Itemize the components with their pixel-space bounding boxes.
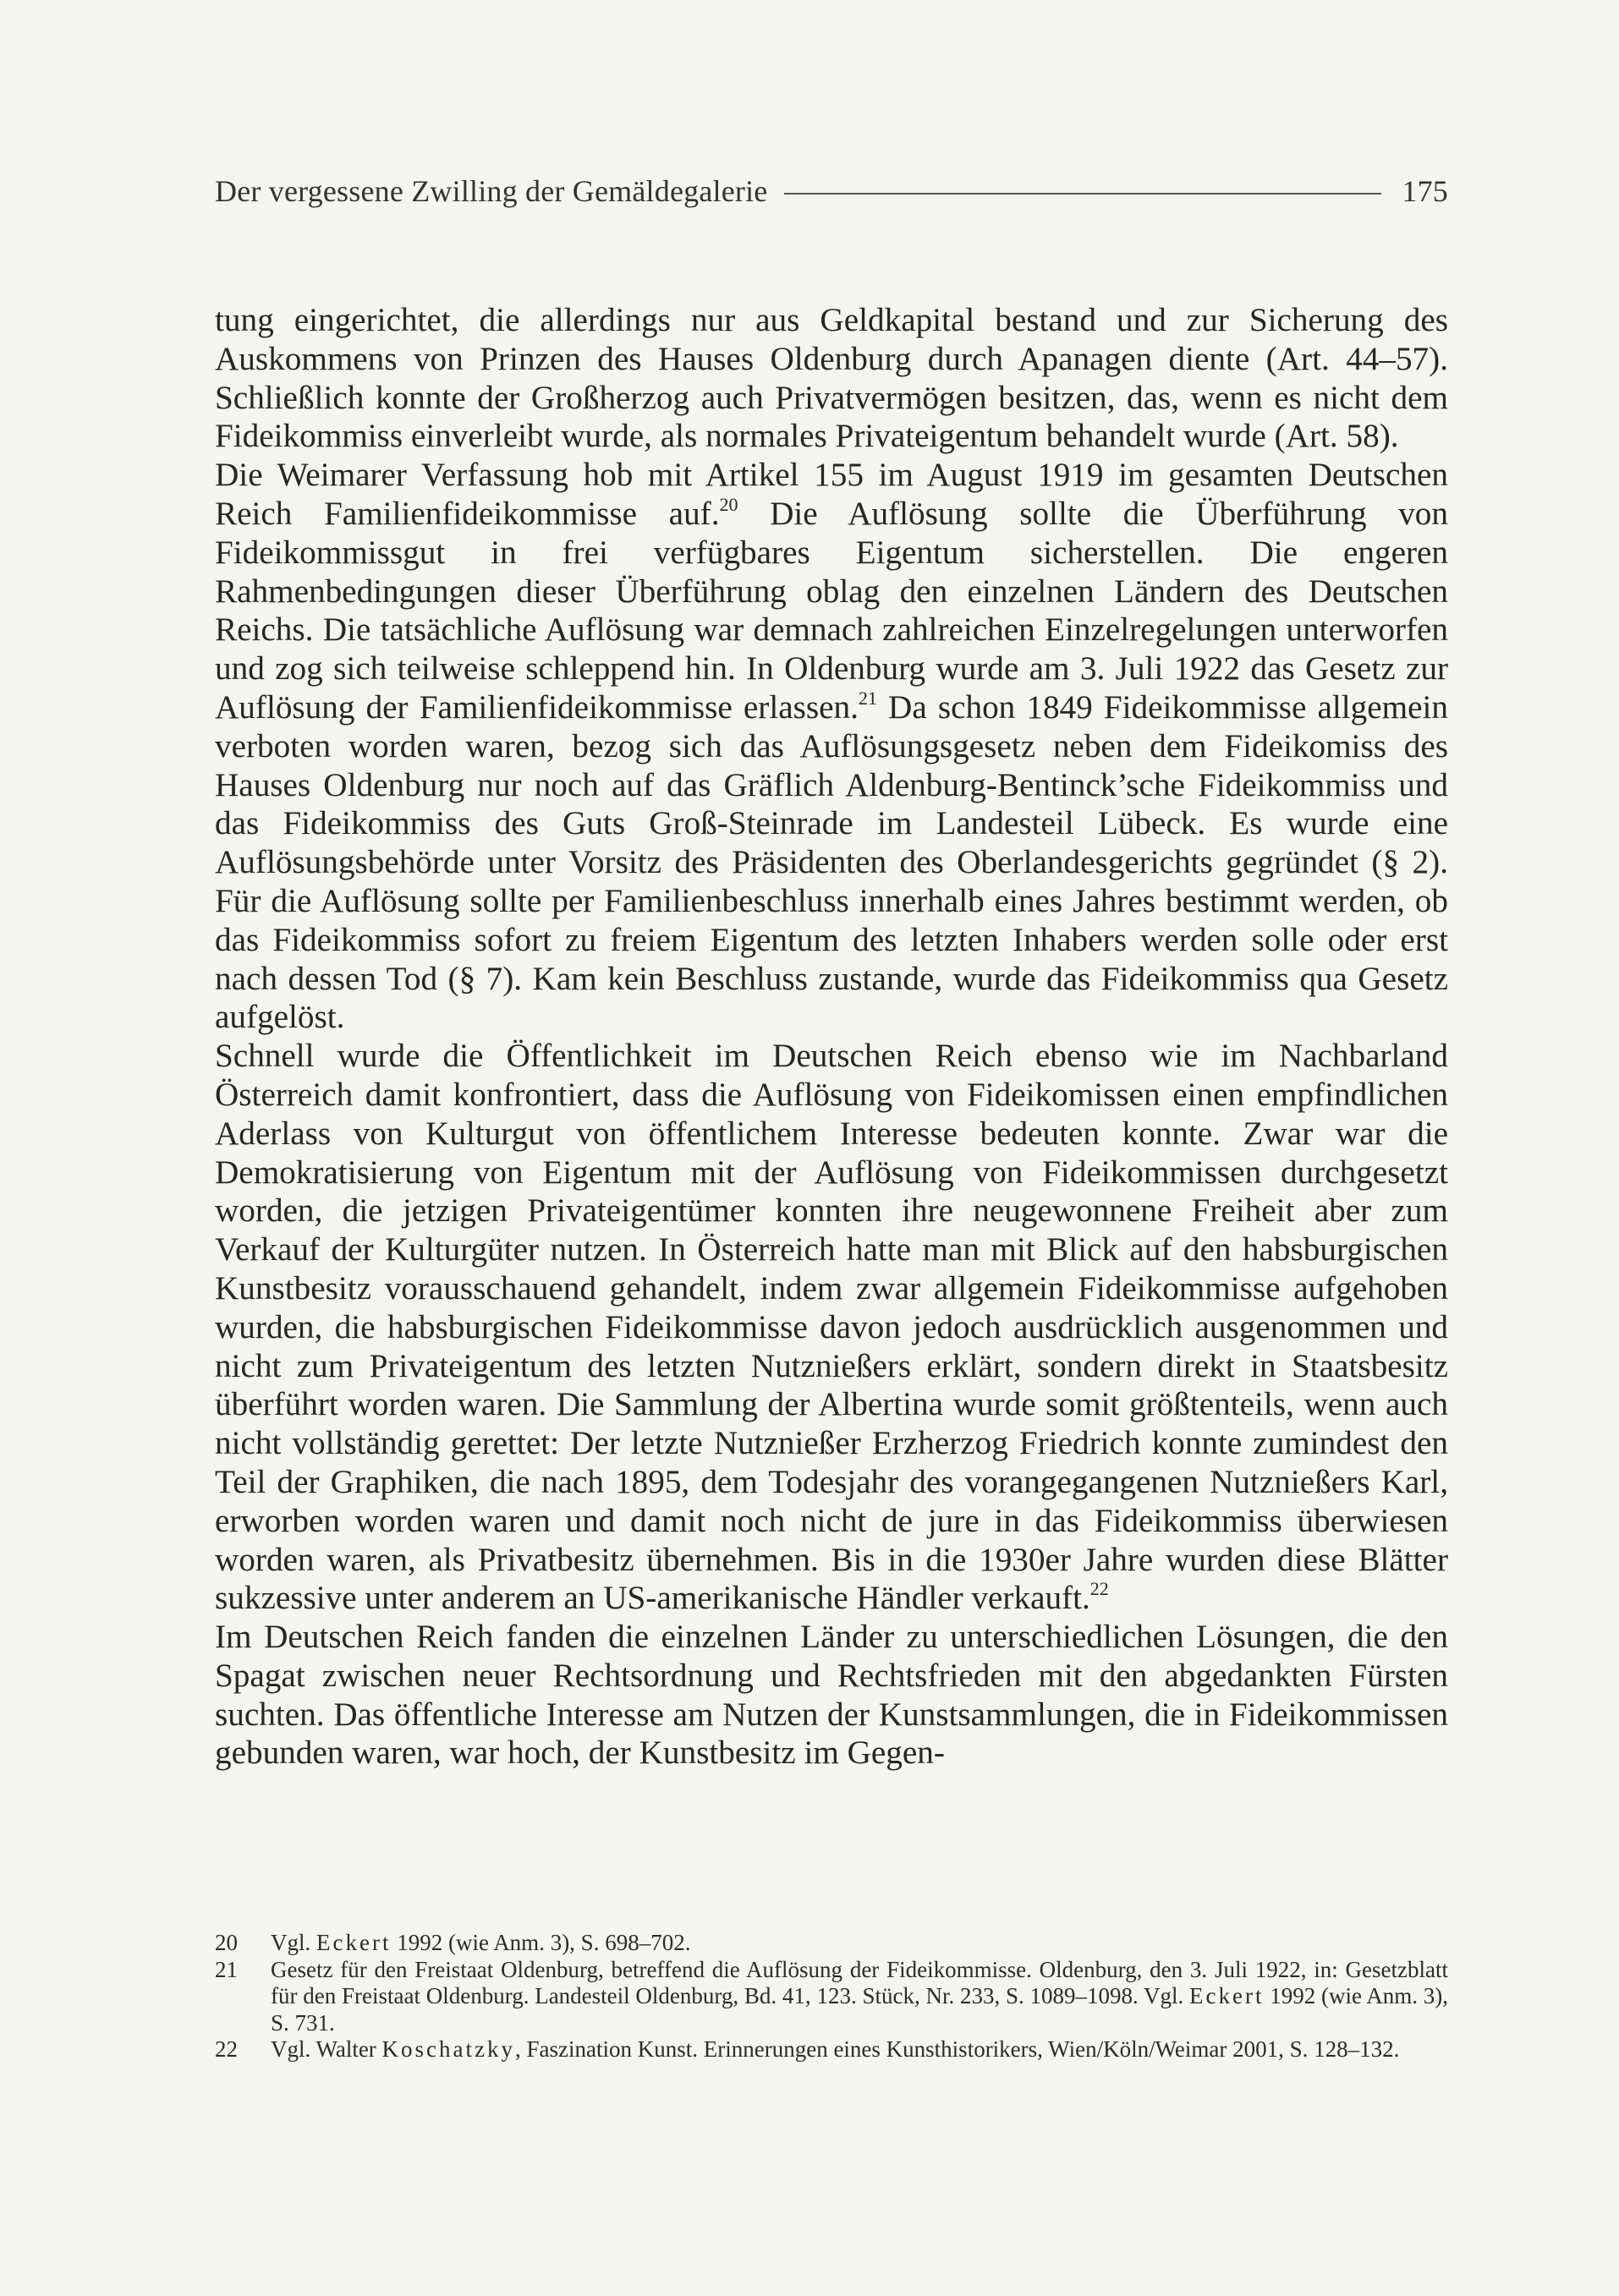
footnote-author: Koschatzky (381, 2036, 516, 2062)
footnote-number: 22 (215, 2036, 238, 2062)
paragraph-2-part-1: Die Weimarer Verfassung hob mit Artikel 155 im August 1919 im gesamten Deutschen Reich Familienfideikommisse auf. (215, 457, 1448, 532)
paragraph-2-part-2: Die Auflösung sollte die Überführung von Fideikommissgut in frei verfügbares Eigentum sicherstellen. Die engeren Rahmenbedingungen dieser Überführung oblag den einzelnen Ländern des Deutschen Reichs. Die tatsächliche Auflösung war demnach zahlreichen Einzelregelungen unterworfen und zog sich teilweise schleppend hin. In Oldenburg wurde am 3. Juli 1922 das Gesetz zur Auflösung der Familienfideikommisse erlassen. (215, 495, 1448, 726)
footnote-text-pre: Vgl. Walter (271, 2036, 382, 2062)
body-text (215, 301, 1448, 1773)
footnote-20 (215, 1930, 1448, 1957)
paragraph-4: Im Deutschen Reich fanden die einzelnen Länder zu unterschiedlichen Lösungen, die den Spagat zwischen neuer Rechtsordnung und Rechtsfrieden mit den abgedankten Fürsten suchten. Das öffentliche Interesse am Nutzen der Kunstsammlungen, die in Fideikommissen gebunden waren, war hoch, der Kunstbesitz im Gegen- (215, 1619, 1448, 1772)
page-number: 175 (1402, 174, 1448, 208)
footnote-text-post: 1992 (wie Anm. 3), S. 698–702. (391, 1930, 691, 1955)
footnote-21 (215, 1957, 1448, 2037)
footnote-text-pre: Vgl. (271, 1930, 316, 1955)
footnote-22 (215, 2036, 1448, 2063)
footnote-text-post: , Faszination Kunst. Erinnerungen eines Kunsthistorikers, Wien/Köln/Weimar 2001, S. 128–132. (515, 2036, 1400, 2062)
paragraph-2 (215, 456, 1448, 1037)
footnote-author: Eckert (316, 1930, 392, 1955)
footnote-ref-21[interactable]: 21 (858, 687, 877, 709)
footnotes (215, 1930, 1448, 2063)
footnote-ref-20[interactable]: 20 (719, 493, 738, 515)
footnote-text-pre: Gesetz für den Freistaat Oldenburg, betreffend die Auflösung der Fideikommisse. Oldenburg, den 3. Juli 1922, in: Gesetzblatt für den Freistaat Oldenburg. Landesteil Oldenburg, Bd. 41, 123. Stück, Nr. 233, S. 1089–1098. Vgl. (271, 1956, 1448, 2008)
paragraph-3 (215, 1037, 1448, 1618)
paragraph-2-part-3: Da schon 1849 Fideikommisse allgemein verboten worden waren, bezog sich das Auflösungsgesetz neben dem Fideikomiss des Hauses Oldenburg nur noch auf das Gräflich Aldenburg-Bentinck’sche Fideikommiss und das Fideikommiss des Guts Groß-Steinrade im Landesteil Lübeck. Es wurde eine Auflösungsbehörde unter Vorsitz des Präsidenten des Oberlandesgerichts gegründet (§ 2). Für die Auflösung sollte per Familienbeschluss innerhalb eines Jahres bestimmt werden, ob das Fideikommiss sofort zu freiem Eigentum des letzten Inhabers werden solle oder erst nach dessen Tod (§ 7). Kam kein Beschluss zustande, wurde das Fideikommiss qua Gesetz aufgelöst. (215, 688, 1448, 1036)
footnote-author: Eckert (1189, 1983, 1265, 2008)
footnote-text (271, 1957, 1448, 2037)
footnote-text (271, 1930, 1448, 1957)
footnote-text (271, 2036, 1448, 2063)
running-head (215, 166, 1448, 216)
running-head-rule (784, 193, 1381, 195)
footnote-number: 20 (215, 1930, 238, 1955)
footnote-text-post: 1992 (wie Anm. 3), S. 731. (271, 1983, 1448, 2036)
footnote-ref-22[interactable]: 22 (1089, 1578, 1109, 1600)
paragraph-3-part-1: Schnell wurde die Öffentlichkeit im Deutschen Reich ebenso wie im Nachbarland Österreich damit konfrontiert, dass die Auflösung von Fideikomissen einen empfindlichen Aderlass von Kulturgut von öffentlichem Interesse bedeuten konnte. Zwar war die Demokratisierung von Eigentum mit der Auflösung von Fideikommissen durchgesetzt worden, die jetzigen Privateigentümer konnten ihre neugewonnene Freiheit aber zum Verkauf der Kulturgüter nutzen. In Österreich hatte man mit Blick auf den habsburgischen Kunstbesitz vorausschauend gehandelt, indem zwar allgemein Fideikommisse aufgehoben wurden, die habsburgischen Fideikommisse davon jedoch ausdrücklich ausgenommen und nicht zum Privateigentum des letzten Nutznießers erklärt, sondern direkt in Staatsbesitz überführt worden waren. Die Sammlung der Albertina wurde somit größtenteils, wenn auch nicht vollständig gerettet: Der letzte Nutznießer Erzherzog Friedrich konnte zumindest den Teil der Graphiken, die nach 1895, dem Todesjahr des vorangegangenen Nutznießers Karl, erworben worden waren und damit noch nicht de jure in das Fideikommiss überwiesen worden waren, als Privatbesitz übernehmen. Bis in die 1930er Jahre wurden diese Blätter sukzessive unter anderem an US-amerikanische Händler verkauft. (215, 1038, 1448, 1617)
running-head-title: Der vergessene Zwilling der Gemäldegalerie (215, 174, 768, 208)
footnote-number: 21 (215, 1956, 238, 1982)
page-content (215, 166, 1448, 1773)
paragraph-1: tung eingerichtet, die allerdings nur aus Geldkapital bestand und zur Sicherung des Auskommens von Prinzen des Hauses Oldenburg durch Apanagen diente (Art. 44–57). Schließlich konnte der Großherzog auch Privatvermögen besitzen, das, wenn es nicht dem Fideikommiss einverleibt wurde, als normales Privateigentum behandelt wurde (Art. 58). (215, 302, 1448, 455)
